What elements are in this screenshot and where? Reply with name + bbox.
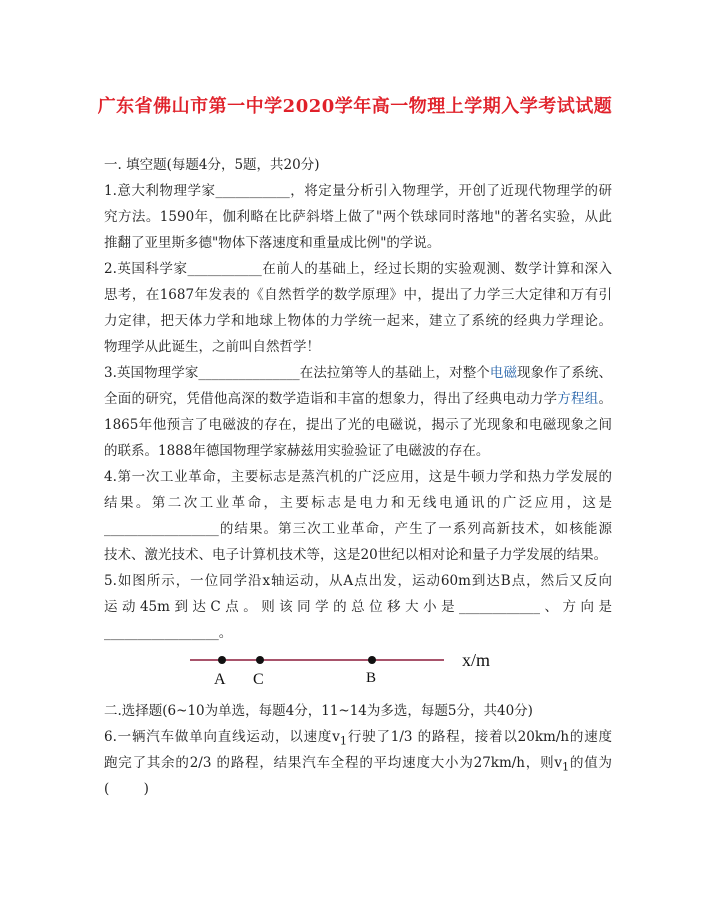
- q5-line-3: _________________。: [104, 625, 233, 641]
- x-axis-diagram: [104, 646, 612, 698]
- q4-line-4: 技术、激光技术、电子计算机技术等，这是20世纪以相对论和量子力学发展的结果。: [104, 547, 608, 563]
- point-b-label: B: [366, 670, 377, 686]
- q3-line-1-text-a: 3.英国物理学家_______________在法拉第等人的基础上，对整个: [104, 365, 490, 381]
- q3-line-1: [104, 360, 612, 386]
- q2-line-1: 2.英国科学家___________在前人的基础上，经过长期的实验观测、数学计算和深入: [104, 261, 612, 277]
- q3-line-2-text-a: 全面的研究，凭借他高深的数学造诣和丰富的想象力，得出了经典电动力学: [104, 391, 558, 407]
- q5-line-2: 运动45m到达C点。则该同学的总位移大小是____________、方向是: [104, 599, 612, 615]
- v1-subscript: 1: [339, 734, 348, 748]
- section-2-heading: 二.选择题(6~10为单选，每题4分，11~14为多选，每题5分，共40分): [104, 703, 533, 719]
- q3-line-4: 的联系。1888年德国物理学家赫兹用实验验证了电磁波的存在。: [104, 443, 490, 459]
- point-a-label: A: [214, 671, 226, 688]
- q6-line-2-text-a: 跑完了其余的2/3 的路程，结果汽车全程的平均速度大小为27km/h，则v: [104, 755, 562, 771]
- q3-line-1-text-b: 现象作了系统、: [517, 365, 613, 381]
- q6-line-1-text-a: 6.一辆汽车做单向直线运动，以速度v: [104, 729, 340, 745]
- q6-line-1: [104, 724, 612, 750]
- q4-line-1: 4.第一次工业革命，主要标志是蒸汽机的广泛应用，这是牛顿力学和热力学发展的: [104, 469, 612, 485]
- point-c-dot: [256, 656, 264, 664]
- q6-line-1-text-b: 行驶了1/3 的路程，接着以20km/h的速度: [347, 729, 612, 745]
- q1-line-1: 1.意大利物理学家___________，将定量分析引入物理学，开创了近现代物理学的研: [104, 183, 612, 199]
- q6-answer-blank: ( ): [104, 781, 149, 797]
- equations-link[interactable]: 方程组: [557, 391, 599, 407]
- q3-line-2: [104, 386, 612, 412]
- page-title: 广东省佛山市第一中学2020学年高一物理上学期入学考试试题: [97, 96, 613, 117]
- section-1-heading: 一. 填空题(每题4分，5题，共20分): [104, 157, 320, 173]
- q4-line-2: 结果。第二次工业革命，主要标志是电力和无线电通讯的广泛应用，这是: [104, 495, 612, 511]
- q3-line-3: 1865年他预言了电磁波的存在，提出了光的电磁说，揭示了光现象和电磁现象之间: [104, 417, 612, 433]
- point-b-dot: [368, 656, 376, 664]
- q2-line-3: 力定律，把天体力学和地球上物体的力学统一起来，建立了系统的经典力学理论。: [104, 313, 612, 329]
- q3-line-2-text-b: 。: [598, 391, 613, 407]
- q2-line-4: 物理学从此诞生，之前叫自然哲学！: [104, 339, 320, 355]
- axis-label: x/m: [462, 650, 491, 670]
- q4-line-3: _________________的结果。第三次工业革命，产生了一系列高新技术，如核能源: [104, 521, 612, 537]
- q1-line-3: 推翻了亚里斯多德"物体下落速度和重量成比例"的学说。: [104, 235, 441, 251]
- q6-line-2-text-b: 的值为: [569, 755, 613, 771]
- q6-line-2: [104, 750, 612, 776]
- q1-line-2: 究方法。1590年，伽利略在比萨斜塔上做了"两个铁球同时落地"的著名实验，从此: [104, 209, 612, 225]
- v1-subscript-2: 1: [561, 760, 570, 774]
- point-c-label: C: [253, 671, 264, 688]
- q2-line-2: 思考，在1687年发表的《自然哲学的数学原理》中，提出了力学三大定律和万有引: [104, 287, 612, 303]
- exam-content: [104, 152, 612, 802]
- x-axis-svg: [104, 646, 612, 698]
- electromagnetism-link[interactable]: 电磁: [489, 365, 518, 381]
- point-a-dot: [218, 656, 226, 664]
- q5-line-1: 5.如图所示，一位同学沿x轴运动，从A点出发，运动60m到达B点，然后又反向: [104, 573, 612, 589]
